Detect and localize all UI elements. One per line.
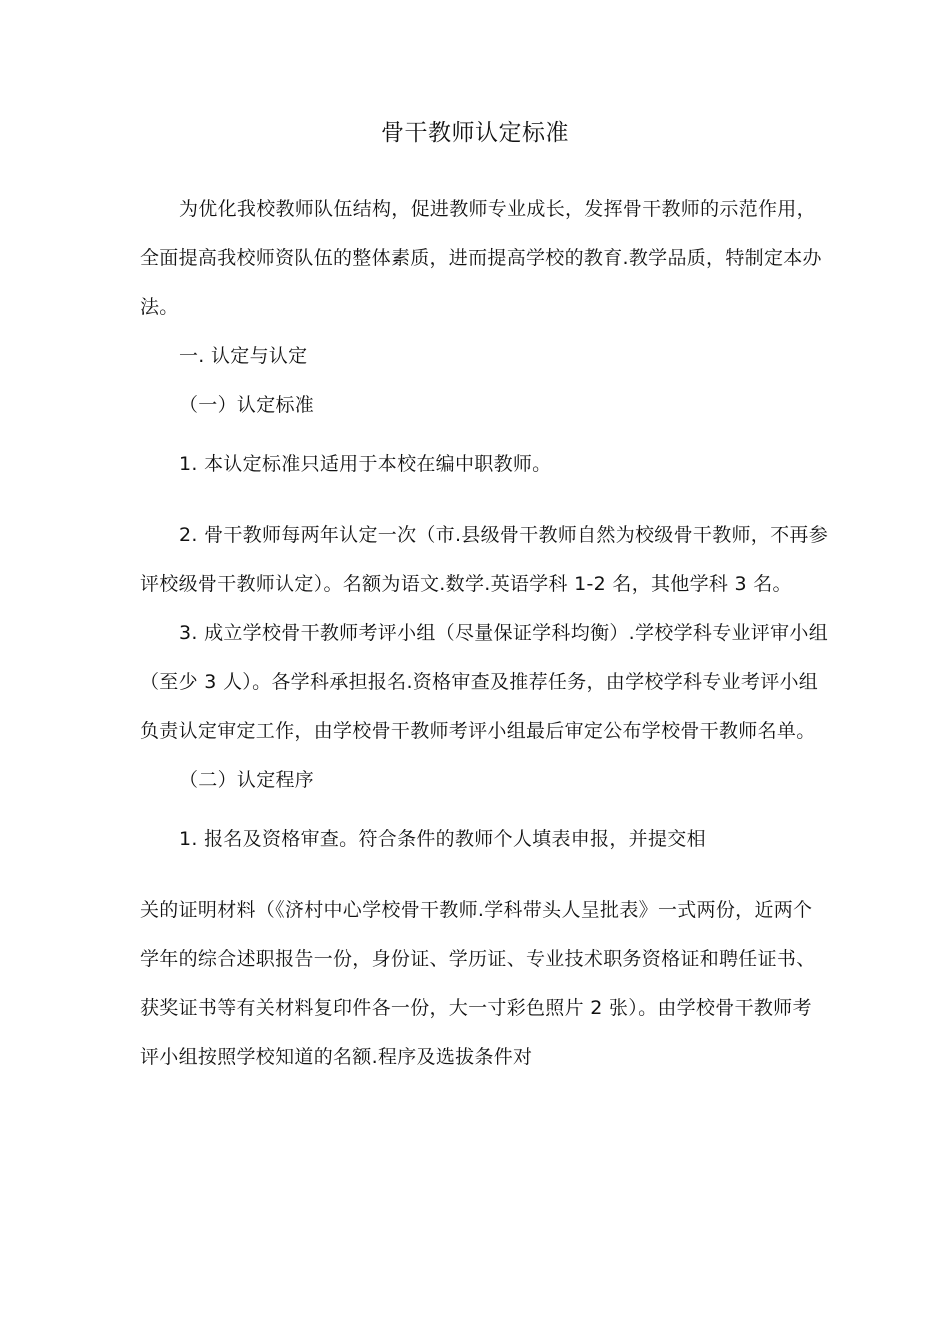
subsection-heading-standards: （一）认定标准 — [179, 394, 315, 416]
section-heading-1: 一. 认定与认定 — [179, 345, 308, 367]
subsection-heading-procedure: （二）认定程序 — [179, 769, 315, 791]
document-body — [140, 185, 830, 1082]
procedure-item-1-continued: 关的证明材料（《济村中心学校骨干教师.学科带头人呈批表》一式两份，近两个学年的综合述职报告一份，身份证、学历证、专业技术职务资格证和聘任证书、获奖证书等有关材料复印件各一份，大一寸彩色照片 2 张）。由学校骨干教师考评小组按照学校知道的名额.程序及选拔条件对 — [140, 899, 816, 1068]
standards-item-3: 3. 成立学校骨干教师考评小组（尽量保证学科均衡）.学校学科专业评审小组（至少 3 人）。各学科承担报名.资格审查及推荐任务，由学校学科专业考评小组负责认定审定工作，由学校骨干教师考评小组最后审定公布学校骨干教师名单。 — [140, 622, 829, 742]
standards-item-1: 1. 本认定标准只适用于本校在编中职教师。 — [179, 453, 552, 475]
document-title: 骨干教师认定标准 — [381, 120, 569, 146]
procedure-item-1: 1. 报名及资格审查。符合条件的教师个人填表申报，并提交相 — [179, 828, 706, 850]
standards-item-2: 2. 骨干教师每两年认定一次（市.县级骨干教师自然为校级骨干教师，不再参评校级骨干教师认定）。名额为语文.数学.英语学科 1-2 名，其他学科 3 名。 — [140, 524, 829, 595]
paragraph-intro: 为优化我校教师队伍结构，促进教师专业成长，发挥骨干教师的示范作用，全面提高我校师资队伍的整体素质，进而提高学校的教育.教学品质，特制定本办法。 — [140, 198, 822, 318]
